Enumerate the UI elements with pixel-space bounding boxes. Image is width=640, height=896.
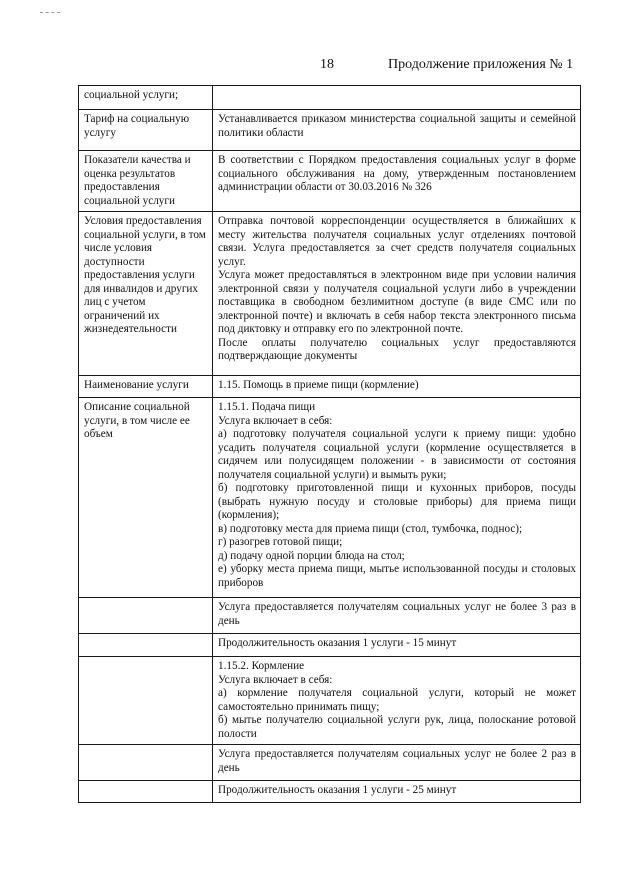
table-row	[79, 151, 581, 212]
list-item: в) подготовку места для приема пищи (стол, тумбочка, поднос);	[218, 522, 523, 535]
table-row	[79, 781, 581, 803]
list-item: б) подготовку приготовленной пищи и кухонных приборов, посуды (выбрать нужную посуду и столовые приборы) для приема пищи (кормления);	[218, 482, 576, 521]
row-content	[213, 657, 581, 745]
row-label: Показатели качества и оценка результатов предоставления социальной услуги	[79, 151, 213, 212]
list-item: а) кормление получателя социальной услуги, который не может самостоятельно принимать пищу;	[218, 687, 576, 713]
paragraph: Услуга предоставляется получателям социальных услуг не более 3 раз в день	[218, 601, 576, 627]
service-name: 1.15. Помощь в приеме пищи (кормление)	[218, 379, 419, 391]
row-label: Наименование услуги	[79, 376, 213, 398]
table-row	[79, 634, 581, 657]
paragraph: После оплаты получателю социальных услуг предоставляются подтверждающие документы	[218, 336, 576, 362]
row-label	[79, 634, 213, 657]
table-row	[79, 86, 581, 110]
paragraph: В соответствии с Порядком предоставления социальных услуг в форме социального обслуживания на дому, утвержденным постановлением администрации области от 30.03.2016 № 326	[218, 154, 576, 193]
paragraph: Услуга предоставляется получателям социальных услуг не более 2 раз в день	[218, 748, 576, 774]
list-item: г) разогрев готовой пищи;	[218, 536, 343, 548]
row-content	[213, 376, 581, 398]
subsection-title: 1.15.2. Кормление	[218, 660, 305, 672]
table-row	[79, 110, 581, 151]
row-label: Тариф на социальную услугу	[79, 110, 213, 151]
table-row	[79, 212, 581, 376]
paragraph: Продолжительность оказания 1 услуги - 15 минут	[218, 637, 457, 649]
list-item: а) подготовку получателя социальной услуги к приему пищи: удобно усадить получателя социальной услуги (кормление осуществляется в сидячем или полусидящем положении - в зависимости от состояния получателя социальной услуги) и вымыть руки;	[218, 428, 576, 481]
subsection-title: 1.15.1. Подача пищи	[218, 401, 316, 413]
list-item: б) мытье получателю социальной услуги рук, лица, полоскание ротовой полости	[218, 714, 576, 740]
row-content	[213, 745, 581, 781]
row-label	[79, 745, 213, 781]
table-row	[79, 376, 581, 398]
paragraph: Продолжительность оказания 1 услуги - 25 минут	[218, 784, 457, 796]
row-content	[213, 86, 581, 110]
row-content	[213, 110, 581, 151]
paragraph: Услуга может предоставляться в электронном виде при условии наличия электронной связи у получателя социальной услуги либо в учреждении поставщика в свободном безлимитном доступе (в виде СМС или по электронной почте) и включать в себя набор текста электронного письма под диктовку и отправку его по электронной почте.	[218, 269, 576, 335]
table-row	[79, 657, 581, 745]
row-label	[79, 598, 213, 634]
paragraph: Отправка почтовой корреспонденции осуществляется в ближайших к месту жительства получателя социальных услуг отделениях почтовой связи. Услуга предоставляется за счет средств получателя социальных услуг.	[218, 215, 576, 268]
row-label: социальной услуги;	[79, 86, 213, 110]
table-row	[79, 745, 581, 781]
paragraph: Услуга включает в себя:	[218, 673, 333, 686]
list-item: е) уборку места приема пищи, мытье использованной посуды и столовых приборов	[218, 563, 576, 589]
row-content	[213, 151, 581, 212]
row-content	[213, 598, 581, 634]
row-content	[213, 212, 581, 376]
row-content	[213, 781, 581, 803]
paragraph: Услуга включает в себя:	[218, 414, 333, 427]
row-content	[213, 398, 581, 598]
page-number: 18	[320, 57, 334, 72]
row-content	[213, 634, 581, 657]
service-table	[78, 85, 581, 803]
row-label: Описание социальной услуги, в том числе ее объем	[79, 398, 213, 598]
list-item: д) подачу одной порции блюда на стол;	[218, 549, 405, 562]
table-row	[79, 598, 581, 634]
row-label	[79, 657, 213, 745]
table-row	[79, 398, 581, 598]
scan-artifact	[40, 12, 60, 13]
row-label: Условия предоставления социальной услуги, в том числе условия доступности предоставления услуги для инвалидов и других лиц с учетом ограничений их жизнедеятельности	[79, 212, 213, 376]
continuation-header: Продолжение приложения № 1	[388, 57, 574, 72]
paragraph: Устанавливается приказом министерства социальной защиты и семейной политики области	[218, 113, 576, 139]
row-label	[79, 781, 213, 803]
